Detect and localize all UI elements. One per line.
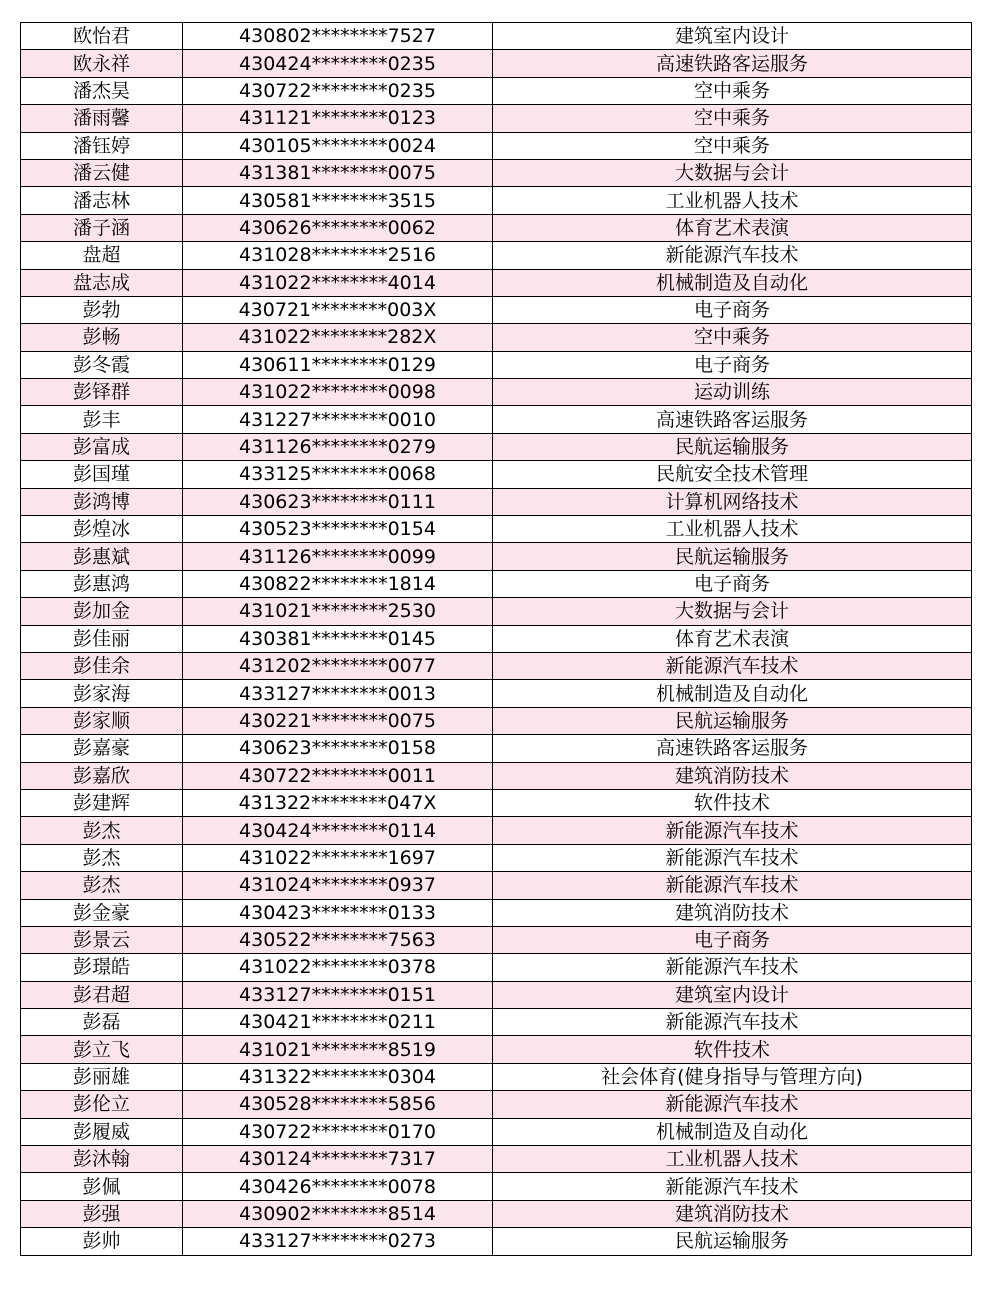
- student-name-cell: 彭家海: [21, 680, 183, 707]
- table-row: [21, 187, 972, 214]
- table-row: [21, 1091, 972, 1118]
- id-number-cell: 430722********0235: [183, 77, 493, 104]
- major-cell: 空中乘务: [493, 77, 972, 104]
- table-row: [21, 680, 972, 707]
- student-name-cell: 彭嘉豪: [21, 735, 183, 762]
- id-number-cell: 430522********7563: [183, 926, 493, 953]
- major-cell: 高速铁路客运服务: [493, 406, 972, 433]
- id-number-cell: 433125********0068: [183, 461, 493, 488]
- table-row: [21, 844, 972, 871]
- table-row: [21, 762, 972, 789]
- table-row: [21, 789, 972, 816]
- id-number-cell: 430581********3515: [183, 187, 493, 214]
- id-number-cell: 430426********0078: [183, 1173, 493, 1200]
- id-number-cell: 430623********0111: [183, 488, 493, 515]
- id-number-cell: 431202********0077: [183, 652, 493, 679]
- id-number-cell: 430626********0062: [183, 214, 493, 241]
- major-cell: 空中乘务: [493, 105, 972, 132]
- student-name-cell: 彭勃: [21, 296, 183, 323]
- id-number-cell: 430421********0211: [183, 1009, 493, 1036]
- major-cell: 建筑消防技术: [493, 762, 972, 789]
- student-name-cell: 彭杰: [21, 844, 183, 871]
- student-name-cell: 彭国瑾: [21, 461, 183, 488]
- major-cell: 建筑室内设计: [493, 981, 972, 1008]
- id-number-cell: 430721********003X: [183, 296, 493, 323]
- major-cell: 机械制造及自动化: [493, 680, 972, 707]
- table-row: [21, 817, 972, 844]
- major-cell: 新能源汽车技术: [493, 872, 972, 899]
- major-cell: 新能源汽车技术: [493, 1173, 972, 1200]
- student-name-cell: 彭磊: [21, 1009, 183, 1036]
- table-row: [21, 570, 972, 597]
- major-cell: 体育艺术表演: [493, 214, 972, 241]
- table-row: [21, 954, 972, 981]
- student-name-cell: 彭建辉: [21, 789, 183, 816]
- table-row: [21, 159, 972, 186]
- id-number-cell: 431022********4014: [183, 269, 493, 296]
- id-number-cell: 431227********0010: [183, 406, 493, 433]
- table-row: [21, 351, 972, 378]
- id-number-cell: 430105********0024: [183, 132, 493, 159]
- table-row: [21, 652, 972, 679]
- id-number-cell: 430902********8514: [183, 1200, 493, 1227]
- table-row: [21, 543, 972, 570]
- id-number-cell: 431024********0937: [183, 872, 493, 899]
- student-roster-table: [20, 22, 972, 1256]
- major-cell: 计算机网络技术: [493, 488, 972, 515]
- student-name-cell: 彭履威: [21, 1118, 183, 1145]
- major-cell: 新能源汽车技术: [493, 954, 972, 981]
- table-row: [21, 132, 972, 159]
- table-row: [21, 50, 972, 77]
- major-cell: 电子商务: [493, 351, 972, 378]
- major-cell: 空中乘务: [493, 132, 972, 159]
- major-cell: 电子商务: [493, 296, 972, 323]
- table-row: [21, 105, 972, 132]
- id-number-cell: 433127********0273: [183, 1228, 493, 1255]
- major-cell: 新能源汽车技术: [493, 1091, 972, 1118]
- id-number-cell: 431022********0098: [183, 379, 493, 406]
- id-number-cell: 431022********1697: [183, 844, 493, 871]
- student-name-cell: 彭璟皓: [21, 954, 183, 981]
- major-cell: 机械制造及自动化: [493, 269, 972, 296]
- table-row: [21, 899, 972, 926]
- major-cell: 软件技术: [493, 789, 972, 816]
- table-row: [21, 625, 972, 652]
- id-number-cell: 433127********0151: [183, 981, 493, 1008]
- major-cell: 民航运输服务: [493, 1228, 972, 1255]
- student-name-cell: 彭煌冰: [21, 516, 183, 543]
- major-cell: 新能源汽车技术: [493, 242, 972, 269]
- id-number-cell: 430221********0075: [183, 707, 493, 734]
- table-row: [21, 872, 972, 899]
- major-cell: 工业机器人技术: [493, 187, 972, 214]
- major-cell: 高速铁路客运服务: [493, 50, 972, 77]
- student-name-cell: 彭佳余: [21, 652, 183, 679]
- table-row: [21, 461, 972, 488]
- student-name-cell: 彭富成: [21, 433, 183, 460]
- table-row: [21, 598, 972, 625]
- table-row: [21, 1063, 972, 1090]
- student-name-cell: 彭佳丽: [21, 625, 183, 652]
- major-cell: 新能源汽车技术: [493, 1009, 972, 1036]
- table-row: [21, 1200, 972, 1227]
- major-cell: 工业机器人技术: [493, 1146, 972, 1173]
- id-number-cell: 431021********2530: [183, 598, 493, 625]
- major-cell: 民航运输服务: [493, 543, 972, 570]
- id-number-cell: 430381********0145: [183, 625, 493, 652]
- table-row: [21, 433, 972, 460]
- id-number-cell: 431126********0279: [183, 433, 493, 460]
- table-row: [21, 707, 972, 734]
- id-number-cell: 430802********7527: [183, 23, 493, 50]
- student-name-cell: 彭丰: [21, 406, 183, 433]
- student-name-cell: 彭杰: [21, 817, 183, 844]
- student-name-cell: 彭金豪: [21, 899, 183, 926]
- table-row: [21, 1118, 972, 1145]
- student-name-cell: 彭佩: [21, 1173, 183, 1200]
- table-row: [21, 296, 972, 323]
- table-row: [21, 1146, 972, 1173]
- student-name-cell: 彭沐翰: [21, 1146, 183, 1173]
- student-name-cell: 潘子涵: [21, 214, 183, 241]
- major-cell: 建筑室内设计: [493, 23, 972, 50]
- table-row: [21, 735, 972, 762]
- student-name-cell: 彭立飞: [21, 1036, 183, 1063]
- student-name-cell: 潘雨馨: [21, 105, 183, 132]
- major-cell: 机械制造及自动化: [493, 1118, 972, 1145]
- id-number-cell: 431126********0099: [183, 543, 493, 570]
- major-cell: 运动训练: [493, 379, 972, 406]
- student-name-cell: 彭杰: [21, 872, 183, 899]
- id-number-cell: 430424********0114: [183, 817, 493, 844]
- student-name-cell: 彭惠斌: [21, 543, 183, 570]
- major-cell: 建筑消防技术: [493, 899, 972, 926]
- major-cell: 大数据与会计: [493, 159, 972, 186]
- student-name-cell: 彭景云: [21, 926, 183, 953]
- id-number-cell: 431021********8519: [183, 1036, 493, 1063]
- table-row: [21, 981, 972, 1008]
- student-name-cell: 潘云健: [21, 159, 183, 186]
- major-cell: 空中乘务: [493, 324, 972, 351]
- major-cell: 电子商务: [493, 926, 972, 953]
- major-cell: 高速铁路客运服务: [493, 735, 972, 762]
- id-number-cell: 431121********0123: [183, 105, 493, 132]
- table-row: [21, 926, 972, 953]
- table-row: [21, 214, 972, 241]
- id-number-cell: 431322********047X: [183, 789, 493, 816]
- major-cell: 新能源汽车技术: [493, 652, 972, 679]
- id-number-cell: 431381********0075: [183, 159, 493, 186]
- id-number-cell: 430822********1814: [183, 570, 493, 597]
- id-number-cell: 431322********0304: [183, 1063, 493, 1090]
- id-number-cell: 433127********0013: [183, 680, 493, 707]
- student-name-cell: 彭加金: [21, 598, 183, 625]
- major-cell: 建筑消防技术: [493, 1200, 972, 1227]
- table-row: [21, 77, 972, 104]
- table-row: [21, 1009, 972, 1036]
- student-name-cell: 彭铎群: [21, 379, 183, 406]
- id-number-cell: 430722********0170: [183, 1118, 493, 1145]
- major-cell: 电子商务: [493, 570, 972, 597]
- major-cell: 新能源汽车技术: [493, 844, 972, 871]
- table-row: [21, 324, 972, 351]
- student-name-cell: 彭伦立: [21, 1091, 183, 1118]
- student-name-cell: 彭帅: [21, 1228, 183, 1255]
- id-number-cell: 431028********2516: [183, 242, 493, 269]
- table-row: [21, 379, 972, 406]
- id-number-cell: 430611********0129: [183, 351, 493, 378]
- student-name-cell: 潘杰昊: [21, 77, 183, 104]
- student-name-cell: 彭家顺: [21, 707, 183, 734]
- id-number-cell: 431022********282X: [183, 324, 493, 351]
- table-row: [21, 1228, 972, 1255]
- table-row: [21, 488, 972, 515]
- student-name-cell: 彭强: [21, 1200, 183, 1227]
- table-row: [21, 23, 972, 50]
- id-number-cell: 430623********0158: [183, 735, 493, 762]
- student-name-cell: 潘钰婷: [21, 132, 183, 159]
- student-name-cell: 彭嘉欣: [21, 762, 183, 789]
- major-cell: 大数据与会计: [493, 598, 972, 625]
- student-name-cell: 盘超: [21, 242, 183, 269]
- table-row: [21, 406, 972, 433]
- major-cell: 工业机器人技术: [493, 516, 972, 543]
- id-number-cell: 430528********5856: [183, 1091, 493, 1118]
- table-row: [21, 1036, 972, 1063]
- major-cell: 民航运输服务: [493, 707, 972, 734]
- student-name-cell: 彭冬霞: [21, 351, 183, 378]
- student-name-cell: 欧永祥: [21, 50, 183, 77]
- major-cell: 新能源汽车技术: [493, 817, 972, 844]
- roster-body: [21, 23, 972, 1256]
- student-name-cell: 彭惠鸿: [21, 570, 183, 597]
- student-name-cell: 彭君超: [21, 981, 183, 1008]
- table-row: [21, 1173, 972, 1200]
- major-cell: 民航运输服务: [493, 433, 972, 460]
- student-name-cell: 彭畅: [21, 324, 183, 351]
- student-name-cell: 彭丽雄: [21, 1063, 183, 1090]
- id-number-cell: 430124********7317: [183, 1146, 493, 1173]
- student-name-cell: 欧怡君: [21, 23, 183, 50]
- student-name-cell: 潘志林: [21, 187, 183, 214]
- major-cell: 民航安全技术管理: [493, 461, 972, 488]
- student-name-cell: 彭鸿博: [21, 488, 183, 515]
- id-number-cell: 430722********0011: [183, 762, 493, 789]
- major-cell: 软件技术: [493, 1036, 972, 1063]
- id-number-cell: 430423********0133: [183, 899, 493, 926]
- table-row: [21, 269, 972, 296]
- table-row: [21, 516, 972, 543]
- id-number-cell: 431022********0378: [183, 954, 493, 981]
- id-number-cell: 430424********0235: [183, 50, 493, 77]
- id-number-cell: 430523********0154: [183, 516, 493, 543]
- major-cell: 社会体育(健身指导与管理方向): [493, 1063, 972, 1090]
- table-row: [21, 242, 972, 269]
- student-name-cell: 盘志成: [21, 269, 183, 296]
- major-cell: 体育艺术表演: [493, 625, 972, 652]
